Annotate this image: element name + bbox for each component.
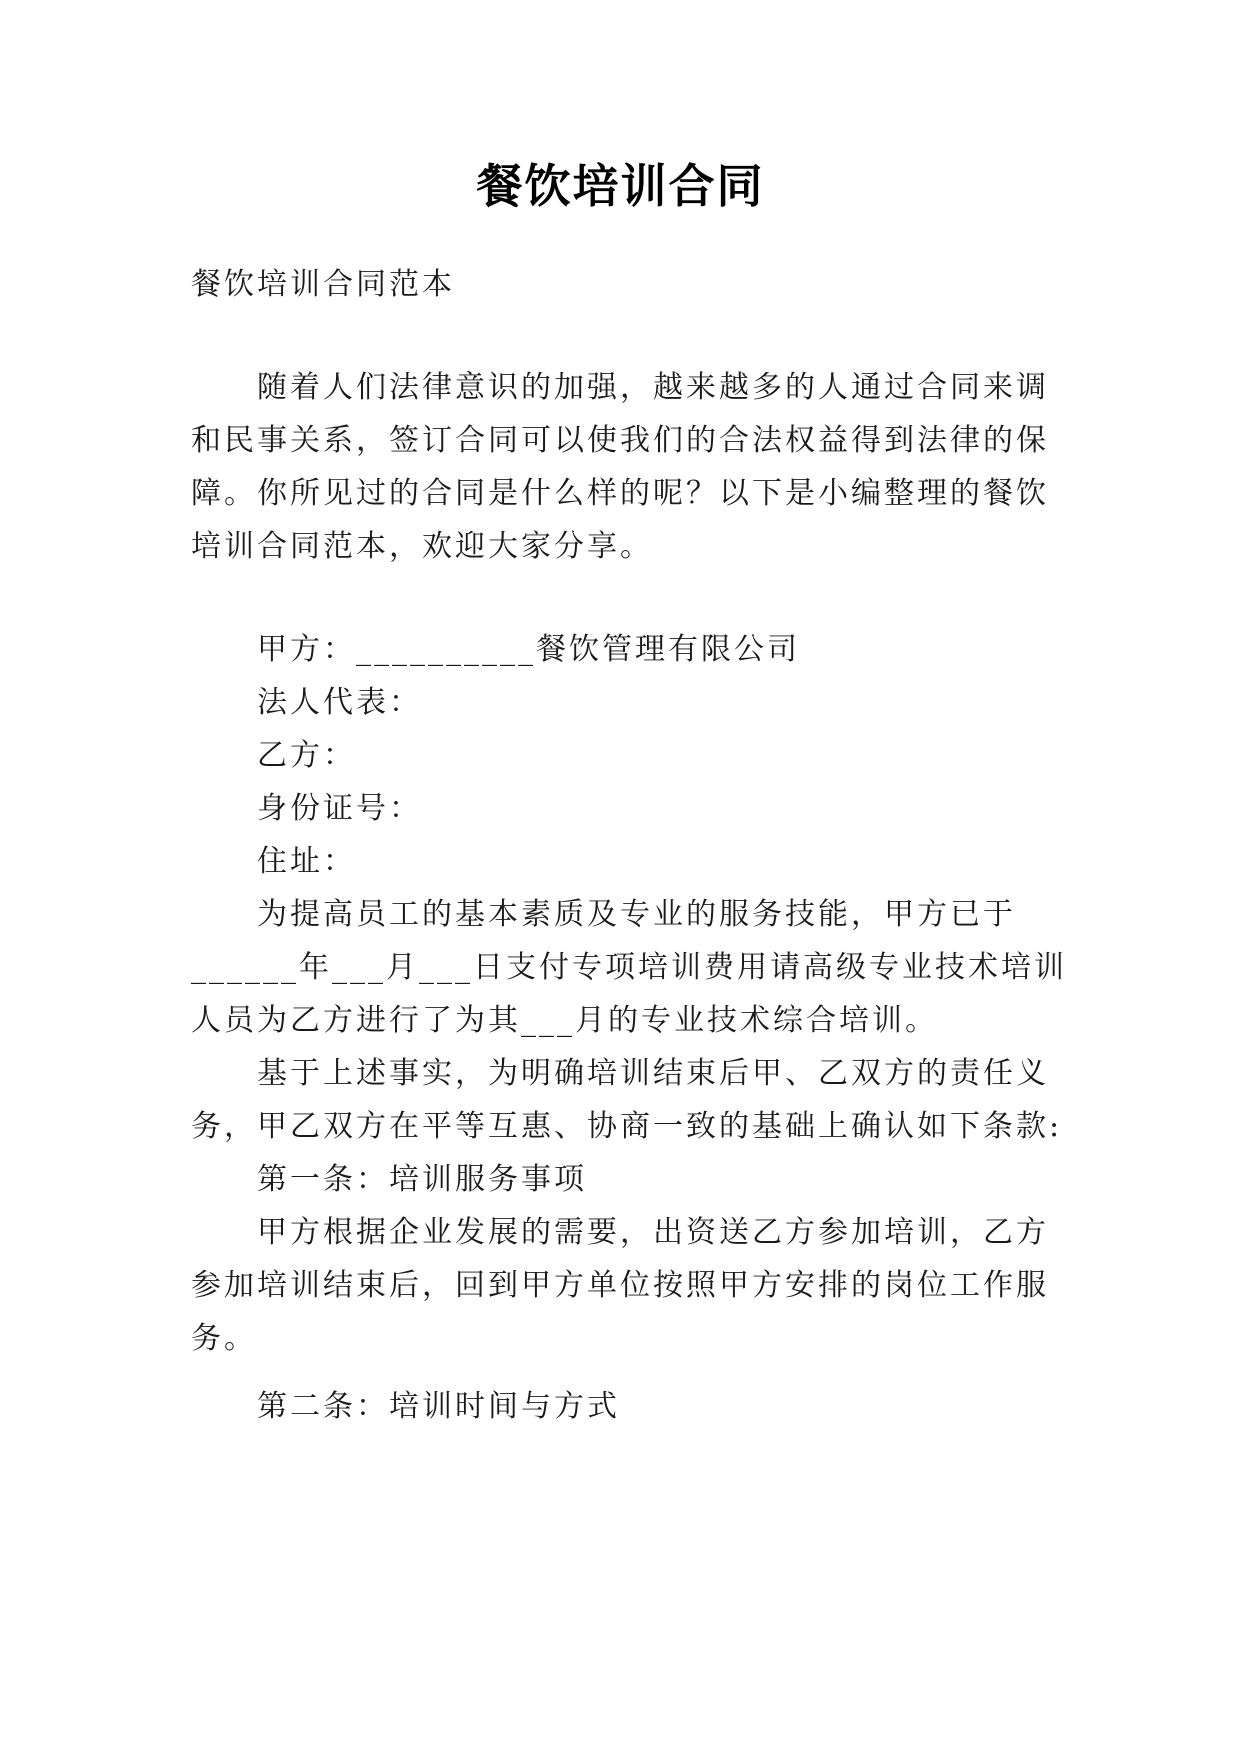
address-line: 住址：: [257, 844, 356, 879]
background-line-1: 为提高员工的基本素质及专业的服务技能，甲方已于: [257, 897, 1016, 932]
purpose-line-1: 基于上述事实，为明确培训结束后甲、乙双方的责任义: [257, 1056, 1049, 1091]
background-line-2: ______年___月___日支付专项培训费用请高级专业技术培训: [191, 950, 1067, 985]
intro-line-4: 培训合同范本，欢迎大家分享。: [191, 529, 653, 564]
article-1-heading: 第一条：培训服务事项: [257, 1162, 587, 1197]
document-subtitle: 餐饮培训合同范本: [191, 267, 455, 302]
article-2-heading: 第二条：培训时间与方式: [257, 1389, 620, 1424]
article-1-line-1: 甲方根据企业发展的需要，出资送乙方参加培训，乙方: [257, 1215, 1049, 1250]
legal-rep-line: 法人代表：: [257, 685, 422, 720]
intro-line-3: 障。你所见过的合同是什么样的呢？以下是小编整理的餐饮: [191, 476, 1049, 511]
id-number-line: 身份证号：: [257, 791, 422, 826]
background-line-3: 人员为乙方进行了为其___月的专业技术综合培训。: [191, 1003, 938, 1038]
party-a-line: 甲方：__________餐饮管理有限公司: [257, 632, 800, 667]
party-b-line: 乙方：: [257, 738, 356, 773]
intro-line-1: 随着人们法律意识的加强，越来越多的人通过合同来调: [257, 370, 1049, 405]
article-1-line-3: 务。: [191, 1321, 257, 1356]
document-title: 餐饮培训合同: [476, 159, 765, 213]
article-1-line-2: 参加培训结束后，回到甲方单位按照甲方安排的岗位工作服: [191, 1268, 1049, 1303]
purpose-line-2: 务，甲乙双方在平等互惠、协商一致的基础上确认如下条款:: [191, 1109, 1063, 1144]
intro-line-2: 和民事关系，签订合同可以使我们的合法权益得到法律的保: [191, 423, 1049, 458]
